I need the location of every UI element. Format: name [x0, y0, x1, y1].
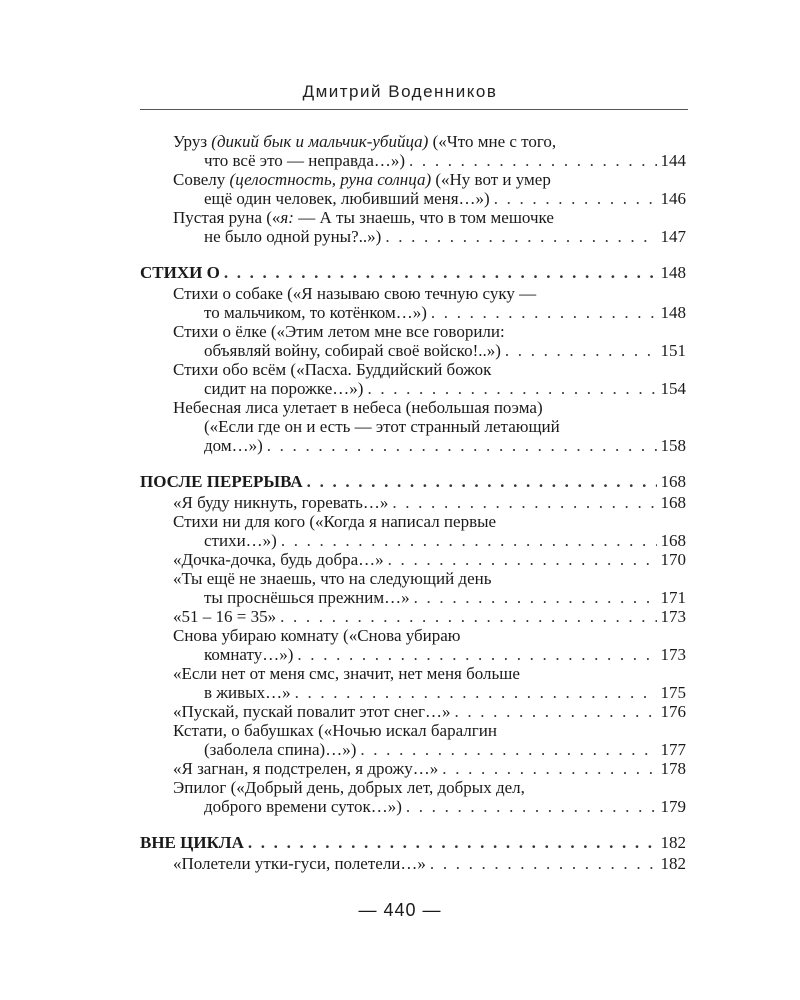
toc-entry-line: ещё один человек, любивший меня…») . . . 146: [140, 189, 686, 208]
page-ref: 170: [660, 550, 686, 569]
page-ref: 175: [660, 683, 686, 702]
page-ref: 144: [660, 151, 686, 170]
page-ref: 147: [660, 227, 686, 246]
toc-section-stikhi-o: [140, 263, 686, 455]
toc-entry: Кстати, о бабушках («Ночью искал баралгин: [173, 721, 497, 740]
page-ref: 148: [660, 303, 686, 322]
page-ref: 179: [660, 797, 686, 816]
page-ref: 182: [660, 854, 686, 873]
page-ref: 158: [660, 436, 686, 455]
page-ref: 151: [660, 341, 686, 360]
page-ref: 146: [660, 189, 686, 208]
section-heading: ПОСЛЕ ПЕРЕРЫВА . . . 168: [140, 472, 686, 491]
toc-entry-line: объявляй войну, собирай своё войско!..») . . . 151: [140, 341, 686, 360]
toc-section-posle-pereryva: [140, 472, 686, 816]
toc-entry-line: («Если где он и есть — этот странный летающий: [204, 417, 560, 436]
page-ref: 178: [660, 759, 686, 778]
toc-section-runes: [140, 132, 686, 246]
header-rule: [140, 109, 688, 110]
toc-entry: «Ты ещё не знаешь, что на следующий день: [173, 569, 492, 588]
page-ref: 168: [660, 531, 686, 550]
toc-entry: Уруз (дикий бык и мальчик-убийца) («Что мне с того,: [173, 132, 557, 151]
page-number: — 440 —: [358, 900, 442, 920]
running-head: Дмитрий Воденников: [302, 82, 498, 101]
page-ref: 176: [660, 702, 686, 721]
toc-entry: «Я буду никнуть, горевать…» . . . 168: [140, 493, 686, 512]
toc-entry: Стихи о ёлке («Этим летом мне все говорили:: [173, 322, 505, 341]
page-ref: 173: [660, 645, 686, 664]
page-ref: 168: [660, 472, 686, 491]
toc-entry: «51 – 16 = 35» . . . 173: [140, 607, 686, 626]
toc-entry: Стихи ни для кого («Когда я написал первые: [173, 512, 497, 531]
page-ref: 182: [660, 833, 686, 852]
page-ref: 148: [660, 263, 686, 282]
toc-entry-line: не было одной руны?..») . . . 147: [140, 227, 686, 246]
section-heading: ВНЕ ЦИКЛА . . . 182: [140, 833, 686, 852]
toc-entry-line: (заболела спина)…») . . . 177: [140, 740, 686, 759]
toc-entry-line: стихи…») . . . 168: [140, 531, 686, 550]
toc-entry-line: комнату…») . . . 173: [140, 645, 686, 664]
toc-entry-line: дом…») . . . 158: [140, 436, 686, 455]
toc-entry: «Дочка-дочка, будь добра…» . . . 170: [140, 550, 686, 569]
toc-entry: «Пускай, пускай повалит этот снег…» . . . 176: [140, 702, 686, 721]
toc-entry: «Полетели утки-гуси, полетели…» . . . 182: [140, 854, 686, 873]
page-ref: 173: [660, 607, 686, 626]
toc-entry-line: что всё это — неправда…») . . . 144: [140, 151, 686, 170]
toc-entry: Пустая руна («я: — А ты знаешь, что в том мешочке: [173, 208, 554, 227]
section-heading: СТИХИ О . . . 148: [140, 263, 686, 282]
toc-entry-line: сидит на порожке…») . . . 154: [140, 379, 686, 398]
toc-entry: «Я загнан, я подстрелен, я дрожу…» . . . 178: [140, 759, 686, 778]
toc-entry-line: ты проснёшься прежним…» . . . 171: [140, 588, 686, 607]
toc-section-vne-tsikla: [140, 833, 686, 873]
page-ref: 177: [660, 740, 686, 759]
toc-entry: «Если нет от меня смс, значит, нет меня больше: [173, 664, 520, 683]
toc-entry-line: в живых…» . . . 175: [140, 683, 686, 702]
page-ref: 168: [660, 493, 686, 512]
toc-entry: Совелу (целостность, руна солнца) («Ну вот и умер: [173, 170, 551, 189]
page-ref: 171: [660, 588, 686, 607]
toc-entry: Стихи обо всём («Пасха. Буддийский божок: [173, 360, 492, 379]
toc-entry: Снова убираю комнату («Снова убираю: [173, 626, 461, 645]
toc-entry: Небесная лиса улетает в небеса (небольшая поэма): [173, 398, 543, 417]
toc-entry-line: доброго времени суток…») . . . 179: [140, 797, 686, 816]
toc-entry: Эпилог («Добрый день, добрых лет, добрых дел,: [173, 778, 525, 797]
toc-entry: Стихи о собаке («Я называю свою течную суку —: [173, 284, 537, 303]
table-of-contents: [140, 132, 686, 890]
page-ref: 154: [660, 379, 686, 398]
toc-entry-line: то мальчиком, то котёнком…») . . . 148: [140, 303, 686, 322]
